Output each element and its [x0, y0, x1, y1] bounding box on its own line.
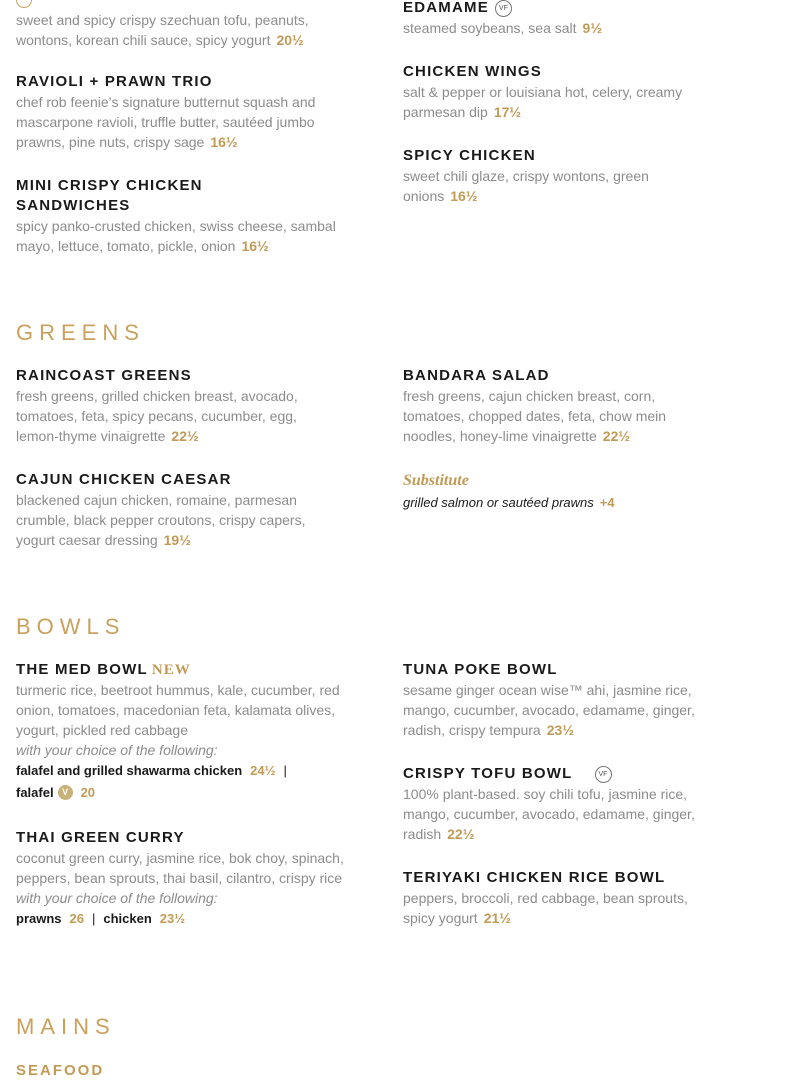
option-line [16, 782, 351, 804]
option-line [16, 760, 351, 782]
item-price: 21½ [483, 910, 511, 926]
vegetarian-icon: V [58, 785, 73, 800]
substitute-description-text: grilled salmon or sautéed prawns [403, 495, 594, 510]
item-description [403, 82, 713, 122]
menu-item-spicy-chicken [403, 146, 683, 206]
item-description-text: chef rob feenie’s signature butternut squash and mascarpone ravioli, truffle butter, sautéed jumbo prawns, pine nuts, crispy sage [16, 94, 316, 150]
option-name: chicken [103, 911, 152, 926]
vegan-friendly-icon: VF [595, 766, 612, 783]
item-name-row [403, 0, 713, 18]
item-description-text: salt & pepper or louisiana hot, celery, creamy parmesan dip [403, 84, 683, 120]
item-description-text: sweet and spicy crispy szechuan tofu, peanuts, wontons, korean chili sauce, spicy yogurt [16, 12, 309, 48]
item-description [16, 92, 351, 152]
item-price: 23½ [546, 722, 574, 738]
menu-item-ravioli-prawn-trio [16, 72, 351, 152]
item-price: 22½ [447, 826, 475, 842]
item-name: THAI GREEN CURRY [16, 829, 185, 846]
option-price: 26 [69, 911, 84, 926]
vegetarian-badge-icon [16, 0, 32, 8]
option-name: falafel [16, 785, 54, 800]
item-price: 9½ [582, 20, 603, 36]
choice-label: with your choice of the following: [16, 742, 218, 758]
substitute-note [403, 470, 713, 514]
item-description [16, 490, 336, 550]
item-description-text: fresh greens, grilled chicken breast, avocado, tomatoes, feta, spicy pecans, cucumber, egg, lemon-thyme vinaigrette [16, 388, 298, 444]
item-description [403, 784, 713, 844]
option-price: 23½ [159, 911, 186, 926]
item-price: 20½ [276, 32, 304, 48]
item-price: 16½ [450, 188, 478, 204]
item-description-text: fresh greens, cajun chicken breast, corn, tomatoes, chopped dates, feta, chow mein noodles, honey-lime vinaigrette [403, 388, 667, 444]
item-description [403, 680, 713, 740]
item-name: THE MED BOWL [16, 661, 148, 678]
substitute-price: +4 [599, 495, 615, 510]
item-description [403, 166, 683, 206]
menu-item-med-bowl [16, 660, 351, 804]
item-description [403, 888, 713, 928]
menu-item-edamame [403, 0, 713, 38]
item-description [403, 18, 713, 38]
item-name: CAJUN CHICKEN CAESAR [16, 471, 232, 488]
item-name-row [16, 660, 351, 680]
menu-item-mini-crispy-chicken-sandwiches [16, 176, 351, 256]
item-description-text: spicy panko-crusted chicken, swiss cheese, sambal mayo, lettuce, tomato, pickle, onion [16, 218, 336, 254]
item-name: TERIYAKI CHICKEN RICE BOWL [403, 869, 666, 886]
new-badge: NEW [151, 662, 191, 678]
vegan-friendly-icon: VF [495, 0, 512, 17]
section-heading-bowls: BOWLS [16, 614, 126, 639]
item-price: 16½ [241, 238, 269, 254]
item-name: MINI CRISPY CHICKEN SANDWICHES [16, 177, 203, 214]
item-description: turmeric rice, beetroot hummus, kale, cucumber, red onion, tomatoes, macedonian feta, kalamata olives, yogurt, pickled red cabbage [16, 682, 340, 738]
item-name: BANDARA SALAD [403, 367, 550, 384]
section-heading-mains: MAINS [16, 1014, 116, 1039]
item-description-text: steamed soybeans, sea salt [403, 20, 577, 36]
item-description-text: peppers, broccoli, red cabbage, bean sprouts, spicy yogurt [403, 890, 688, 926]
menu-item-raincoast-greens [16, 366, 336, 446]
subsection-heading-seafood: SEAFOOD [16, 1062, 105, 1079]
item-name: CHICKEN WINGS [403, 63, 542, 80]
item-description [403, 386, 693, 446]
menu-item-crispy-tofu-bowl [403, 764, 713, 844]
choice-label: with your choice of the following: [16, 890, 218, 906]
menu-item-cajun-chicken-caesar [16, 470, 336, 550]
option-price: 20 [80, 785, 96, 800]
item-description-text: sweet chili glaze, crispy wontons, green onions [403, 168, 649, 204]
item-price: 22½ [171, 428, 199, 444]
section-heading-greens: GREENS [16, 320, 145, 345]
item-price: 22½ [602, 428, 631, 444]
option-name: falafel and grilled shawarma chicken [16, 763, 243, 778]
option-name: prawns [16, 911, 62, 926]
item-description [16, 10, 351, 50]
substitute-title: Substitute [403, 472, 469, 489]
item-name: RAVIOLI + PRAWN TRIO [16, 73, 213, 90]
menu-item-bandara-salad [403, 366, 693, 446]
item-name: CRISPY TOFU BOWL [403, 765, 573, 782]
option-separator: | [283, 763, 287, 778]
menu-item-tuna-poke-bowl [403, 660, 713, 740]
item-name: RAINCOAST GREENS [16, 367, 192, 384]
option-separator: | [91, 911, 96, 926]
item-description [16, 386, 336, 446]
item-name-row [403, 764, 713, 784]
menu-item-szechuan-tofu [16, 10, 351, 50]
item-description-text: blackened cajun chicken, romaine, parmesan crumble, black pepper croutons, crispy capers, yogurt caesar dressing [16, 492, 306, 548]
item-price: 16½ [210, 134, 238, 150]
item-name: SPICY CHICKEN [403, 147, 536, 164]
item-description: coconut green curry, jasmine rice, bok choy, spinach, peppers, bean sprouts, thai basil, cilantro, crispy rice [16, 850, 344, 886]
item-price: 17½ [493, 104, 522, 120]
item-description-text: sesame ginger ocean wise™ ahi, jasmine rice, mango, cucumber, avocado, edamame, ginger, radish, crispy tempura [403, 682, 695, 738]
menu-item-teriyaki-chicken-rice-bowl [403, 868, 713, 928]
menu-item-thai-green-curry [16, 828, 351, 930]
item-description-text: 100% plant-based. soy chili tofu, jasmine rice, mango, cucumber, avocado, edamame, ginger, radish [403, 786, 695, 842]
menu-item-chicken-wings [403, 62, 713, 122]
option-line [16, 908, 351, 930]
option-price: 24½ [250, 763, 276, 778]
substitute-description [403, 492, 713, 514]
item-price: 19½ [163, 532, 191, 548]
item-name: EDAMAME [403, 0, 489, 16]
item-description [16, 216, 351, 256]
item-name: TUNA POKE BOWL [403, 661, 558, 678]
